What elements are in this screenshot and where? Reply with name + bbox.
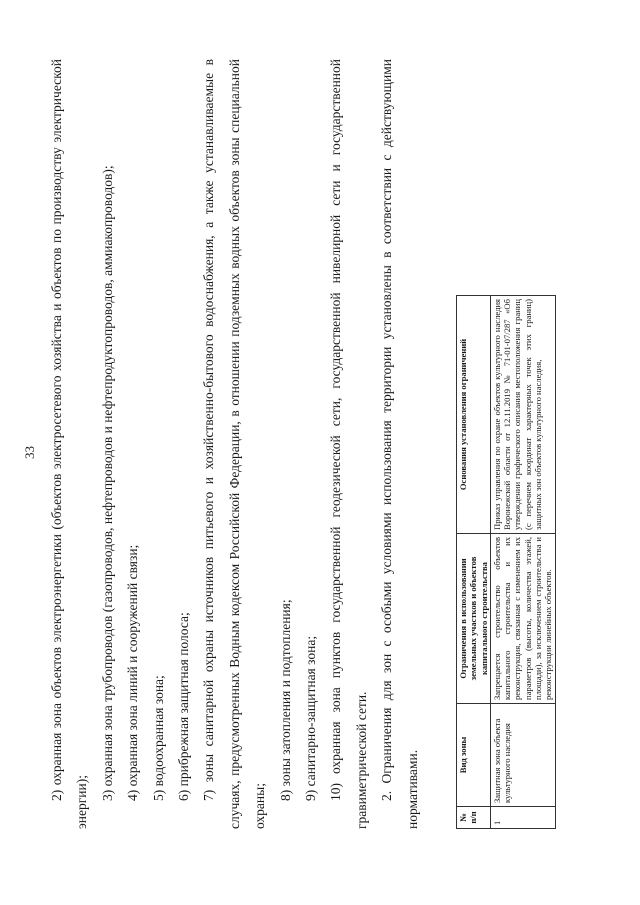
page-number: 33 (22, 446, 37, 459)
list-item-6: 6) прибрежная защитная полоса; (176, 612, 192, 801)
cell-number: 1 (490, 807, 555, 829)
table-row (490, 296, 555, 829)
restrictions-table (456, 295, 556, 829)
list-item-3: 3) охранная зона трубопроводов (газопроводов, нефтепроводов и нефтепродуктопроводов, аммиакопроводов); (99, 165, 115, 801)
list-item-10: 10) охранная зона пунктов государственной геодезической сети, государственной нивелирной сети и государственной гравиметрической сети. (328, 59, 369, 829)
header-basis: Основания установления ограничений (457, 296, 491, 534)
cell-basis: Приказ управления по охране объектов культурного наследия Воронежской области от 12.11.2019 № 71-01-07/287 «Об утверждении графического описания местоположения границ (с перечнем координат характерных точек этих границ) защитных зон объектов культурного наследия, (490, 296, 555, 534)
table-header-row (457, 296, 491, 829)
document-body (44, 59, 425, 829)
list-item-7: 7) зоны санитарной охраны источников питьевого и хозяйственно-бытового водоснабжения, а также устанавливаемые в случаях, предусмотренных Водным кодексом Российской Федерации, в отношении подземных водных объектов зоны специальной охраны; (201, 59, 268, 829)
cell-restrictions: Запрещается строительство объектов капитального строительства и их реконструкция, связанная с изменением их параметров (высоты, количества этажей, площади), за исключением строительства и реконструкции линейных объектов. (490, 534, 555, 704)
header-number: № п/п (457, 807, 491, 829)
list-item-5: 5) водоохранная зона; (150, 675, 166, 801)
cell-zone-type: Защитная зона объекта культурного наследия (490, 704, 555, 807)
header-zone-type: Вид зоны (457, 704, 491, 807)
list-item-8: 8) зоны затопления и подтопления; (277, 599, 293, 801)
header-restrictions: Ограничения в использовании земельных участков и объектов капитального строительства (457, 534, 491, 704)
section-paragraph: 2. Ограничения для зон с особыми условиями использования территории установлены в соответствии с действующими нормативами. (379, 59, 420, 829)
list-item-9: 9) санитарно-защитная зона; (303, 635, 319, 801)
list-item-2: 2) охранная зона объектов электроэнергетики (объектов электросетевого хозяйства и объектов по производству электрической энергии); (49, 59, 90, 829)
list-item-4: 4) охранная зона линий и сооружений связи; (125, 544, 141, 801)
